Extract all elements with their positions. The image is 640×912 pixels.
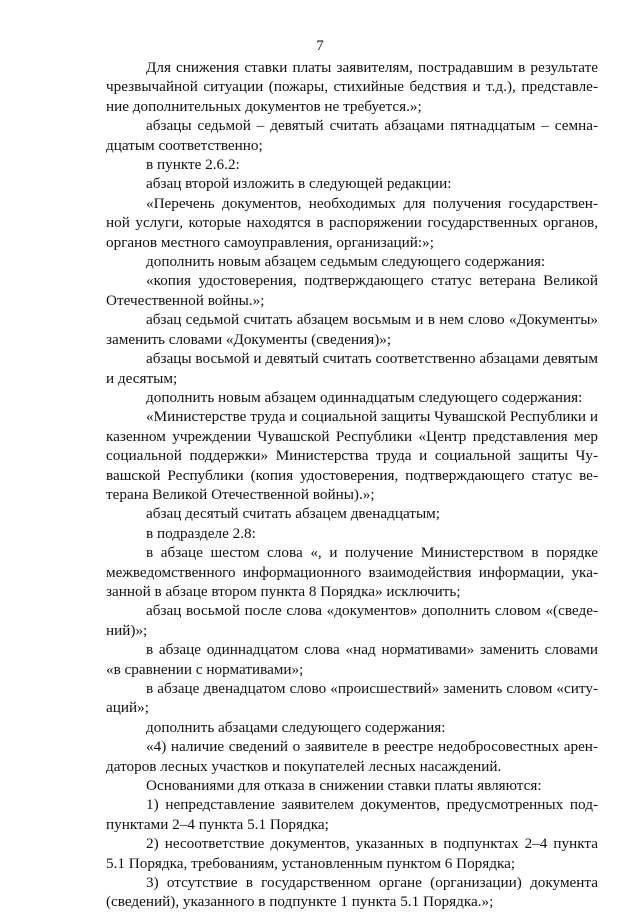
paragraph: «Перечень документов, необходимых для получения государственной услуги, которые находятся в распоряжении государственных органов, органов местного самоуправления, организаций:»; bbox=[106, 194, 598, 251]
paragraph: в пункте 2.6.2: bbox=[146, 156, 240, 174]
paragraph: «копия удостоверения, подтверждающего статус ветерана Великой Отечественной войны.»; bbox=[106, 272, 598, 309]
paragraph: абзац восьмой после слова «документов» дополнить словом «(сведений)»; bbox=[106, 602, 598, 639]
paragraph: абзацы восьмой и девятый считать соответственно абзацами девятым и десятым; bbox=[106, 350, 598, 387]
paragraph: 3) отсутствие в государственном органе (организации) документа (сведений), указанного в подпункте 1 пункта 5.1 Порядка.»; bbox=[106, 874, 598, 911]
paragraph: абзац второй изложить в следующей редакции: bbox=[146, 175, 452, 193]
paragraph: Для снижения ставки платы заявителям, пострадавшим в результате чрезвычайной ситуации (пожары, стихийные бедствия и т.д.), представление дополнительных документов не требуется.»; bbox=[106, 59, 598, 115]
paragraph: в абзаце одиннадцатом слова «над нормативами» заменить словами «в сравнении с нормативами»; bbox=[106, 641, 598, 678]
paragraph: Основаниями для отказа в снижении ставки платы являются: bbox=[146, 777, 542, 795]
paragraph: дополнить новым абзацем одиннадцатым следующего содержания: bbox=[146, 388, 583, 406]
page-number: 7 bbox=[316, 38, 324, 54]
paragraph: 2) несоответствие документов, указанных в подпунктах 2–4 пункта 5.1 Порядка, требованиям, установленным пунктом 6 Порядка; bbox=[106, 835, 598, 872]
paragraph: дополнить новым абзацем седьмым следующего содержания: bbox=[146, 253, 546, 271]
paragraph: 1) непредставление заявителем документов, предусмотренных подпунктами 2–4 пункта 5.1 Порядка; bbox=[106, 796, 598, 833]
paragraph: абзацы седьмой – девятый считать абзацами пятнадцатым – семнадцатым соответственно; bbox=[106, 117, 598, 154]
paragraph: абзац седьмой считать абзацем восьмым и в нем слово «Документы» заменить словами «Документы (сведения)»; bbox=[106, 311, 598, 348]
body-text bbox=[106, 58, 598, 912]
paragraph: «Министерстве труда и социальной защиты Чувашской Республики и казенном учреждении Чувашской Республики «Центр представления мер социальной поддержки» Министерства труда и социальной защиты Чувашской Республики (копия удостоверения, подтверждающего статус ветерана Великой Отечественной войны).»; bbox=[106, 408, 598, 503]
paragraph: дополнить абзацами следующего содержания: bbox=[146, 718, 446, 736]
paragraph: в абзаце двенадцатом слово «происшествий» заменить словом «ситуаций»; bbox=[106, 680, 598, 717]
paragraph: «4) наличие сведений о заявителе в реестре недобросовестных арендаторов лесных участков и покупателей лесных насаждений. bbox=[106, 738, 598, 775]
paragraph: в абзаце шестом слова «, и получение Министерством в порядке межведомственного информационного взаимодействия информации, указанной в абзаце втором пункта 8 Порядка» исключить; bbox=[106, 544, 598, 600]
paragraph: абзац десятый считать абзацем двенадцатым; bbox=[146, 505, 440, 523]
paragraph: в подразделе 2.8: bbox=[146, 524, 256, 542]
